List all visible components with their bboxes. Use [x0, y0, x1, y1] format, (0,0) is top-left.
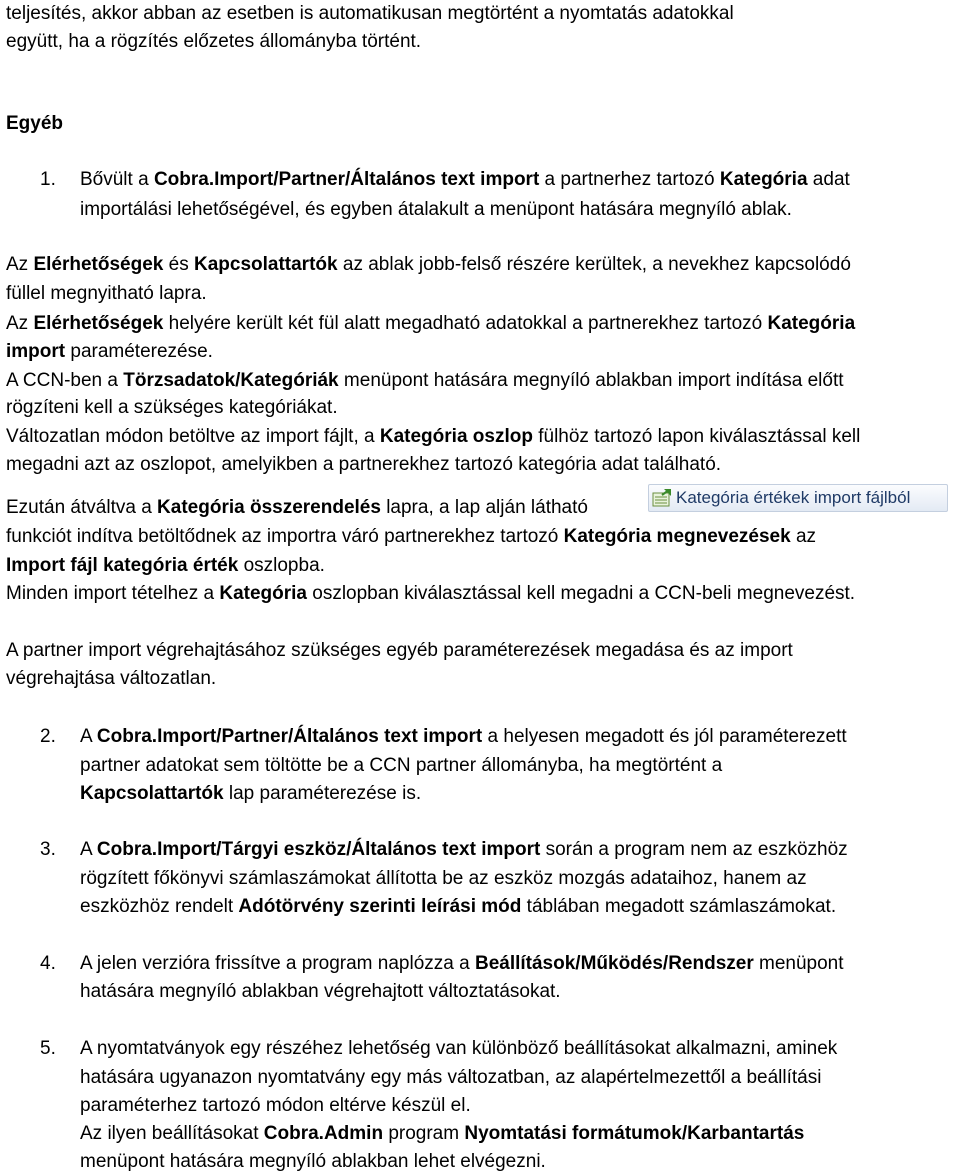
text-run: Változatlan módon betöltve az import fájlt, a: [6, 426, 380, 447]
menu-path: Beállítások/Működés/Rendszer: [474, 953, 754, 974]
bold-term: import: [6, 341, 66, 362]
text-line: importálási lehetőségével, és egyben átalakult a menüpont hatására megnyíló ablak.: [80, 199, 792, 220]
text-line: végrehajtása változatlan.: [6, 668, 217, 689]
menu-path: Cobra.Import/Partner/Általános text import: [96, 726, 483, 747]
bold-term: Adótörvény szerinti leírási mód: [238, 896, 522, 917]
menu-path: Törzsadatok/Kategóriák: [123, 370, 339, 391]
bold-term: Import fájl kategória érték: [6, 555, 239, 576]
text-line: együtt, ha a rögzítés előzetes állományba történt.: [6, 31, 422, 52]
bold-term: Kapcsolattartók: [80, 783, 224, 804]
import-file-icon: [652, 489, 672, 507]
text-run: A jelen verzióra frissítve a program naplózza a: [80, 953, 475, 974]
text-run: Bővült a: [80, 169, 154, 190]
list-number: 1.: [40, 169, 56, 190]
bold-term: Kapcsolattartók: [193, 254, 338, 275]
text-line: [80, 1120, 804, 1148]
text-line: [6, 494, 588, 522]
text-run: paraméterezése.: [65, 341, 213, 362]
text-line: paraméterhez tartozó módon eltérve készül el.: [80, 1095, 471, 1116]
menu-path: Cobra.Import/Partner/Általános text import: [153, 169, 540, 190]
bold-term: Elérhetőségek: [33, 313, 164, 334]
text-run: lapra, a lap alján látható: [380, 497, 588, 518]
text-run: az: [790, 526, 817, 547]
button-label: Kategória értékek import fájlból: [676, 488, 911, 507]
text-run: fülhöz tartozó lapon kiválasztással kell: [532, 426, 861, 447]
text-line: hatására ugyanazon nyomtatvány egy más változatban, az alapértelmezettől a beállítási: [80, 1067, 822, 1088]
bold-term: Cobra.Admin: [263, 1123, 384, 1144]
list-number: 3.: [40, 839, 56, 860]
text-line: [6, 251, 851, 279]
text-run: lap paraméterezése is.: [223, 783, 422, 804]
text-line: [6, 523, 816, 551]
text-run: oszlopban kiválasztással kell megadni a CCN-beli megnevezést.: [306, 583, 856, 604]
text-run: táblában megadott számlaszámokat.: [521, 896, 837, 917]
text-line: A partner import végrehajtásához szükséges egyéb paraméterezések megadása és az import: [6, 640, 793, 661]
text-run: Minden import tételhez a: [6, 583, 220, 604]
text-run: Ezután átváltva a: [6, 497, 158, 518]
text-line: [80, 166, 850, 194]
text-line: [6, 338, 213, 366]
text-run: funkciót indítva betöltődnek az importra váró partnerekhez tartozó: [6, 526, 564, 547]
text-run: a partnerhez tartozó: [539, 169, 720, 190]
text-line: füllel megnyitható lapra.: [6, 283, 207, 304]
text-line: [80, 723, 847, 751]
text-line: [6, 423, 860, 451]
text-line: teljesítés, akkor abban az esetben is automatikusan megtörtént a nyomtatás adatokkal: [6, 3, 734, 24]
text-line: [80, 893, 836, 921]
text-line: [6, 310, 855, 338]
category-values-import-button[interactable]: [648, 484, 948, 512]
text-run: oszlopba.: [238, 555, 325, 576]
text-run: A: [80, 726, 97, 747]
text-line: [6, 580, 855, 608]
text-run: A CCN-ben a: [6, 370, 124, 391]
bold-term: Elérhetőségek: [33, 254, 164, 275]
bold-term: Kategória megnevezések: [563, 526, 791, 547]
text-run: az ablak jobb-felső részére kerültek, a nevekhez kapcsolódó: [337, 254, 851, 275]
text-line: rögzített főkönyvi számlaszámokat állította be az eszköz mozgás adataihoz, hanem az: [80, 868, 807, 889]
text-line: [6, 552, 325, 580]
text-run: a helyesen megadott és jól paraméterezett: [482, 726, 847, 747]
text-line: [80, 950, 844, 978]
text-line: megadni azt az oszlopot, amelyikben a partnerekhez tartozó kategória adat található.: [6, 454, 722, 475]
bold-term: Kategória: [219, 583, 307, 604]
section-heading: [6, 110, 63, 138]
bold-term: Kategória oszlop: [379, 426, 533, 447]
text-line: [80, 780, 421, 808]
text-run: Az: [6, 254, 34, 275]
text-run: Az: [6, 313, 34, 334]
list-number: 4.: [40, 953, 56, 974]
text-line: hatására megnyíló ablakban végrehajtott változtatásokat.: [80, 981, 561, 1002]
text-run: menüpont hatására megnyíló ablakban import indítása előtt: [338, 370, 844, 391]
list-number: 5.: [40, 1038, 56, 1059]
text-line: partner adatokat sem töltötte be a CCN partner állományba, ha megtörtént a: [80, 755, 723, 776]
text-run: A: [80, 839, 97, 860]
bold-term: Kategória összerendelés: [157, 497, 381, 518]
text-line: menüpont hatására megnyíló ablakban lehet elvégezni.: [80, 1151, 546, 1172]
menu-path: Cobra.Import/Tárgyi eszköz/Általános text import: [96, 839, 541, 860]
text-line: [80, 836, 848, 864]
text-run: helyére került két fül alatt megadható adatokkal a partnerekhez tartozó: [163, 313, 768, 334]
list-number: 2.: [40, 726, 56, 747]
text-run: menüpont: [753, 953, 844, 974]
text-run: adat: [807, 169, 850, 190]
bold-term: Kategória: [719, 169, 808, 190]
text-line: [6, 367, 844, 395]
bold-term: Kategória: [767, 313, 856, 334]
text-run: eszközhöz rendelt: [80, 896, 239, 917]
text-line: rögzíteni kell a szükséges kategóriákat.: [6, 397, 338, 418]
heading-text: Egyéb: [6, 113, 64, 134]
text-run: program: [383, 1123, 465, 1144]
text-line: A nyomtatványok egy részéhez lehetőség van különböző beállításokat alkalmazni, aminek: [80, 1038, 838, 1059]
text-run: Az ilyen beállításokat: [80, 1123, 264, 1144]
text-run: során a program nem az eszközhöz: [540, 839, 848, 860]
menu-path: Nyomtatási formátumok/Karbantartás: [464, 1123, 805, 1144]
text-run: és: [163, 254, 194, 275]
